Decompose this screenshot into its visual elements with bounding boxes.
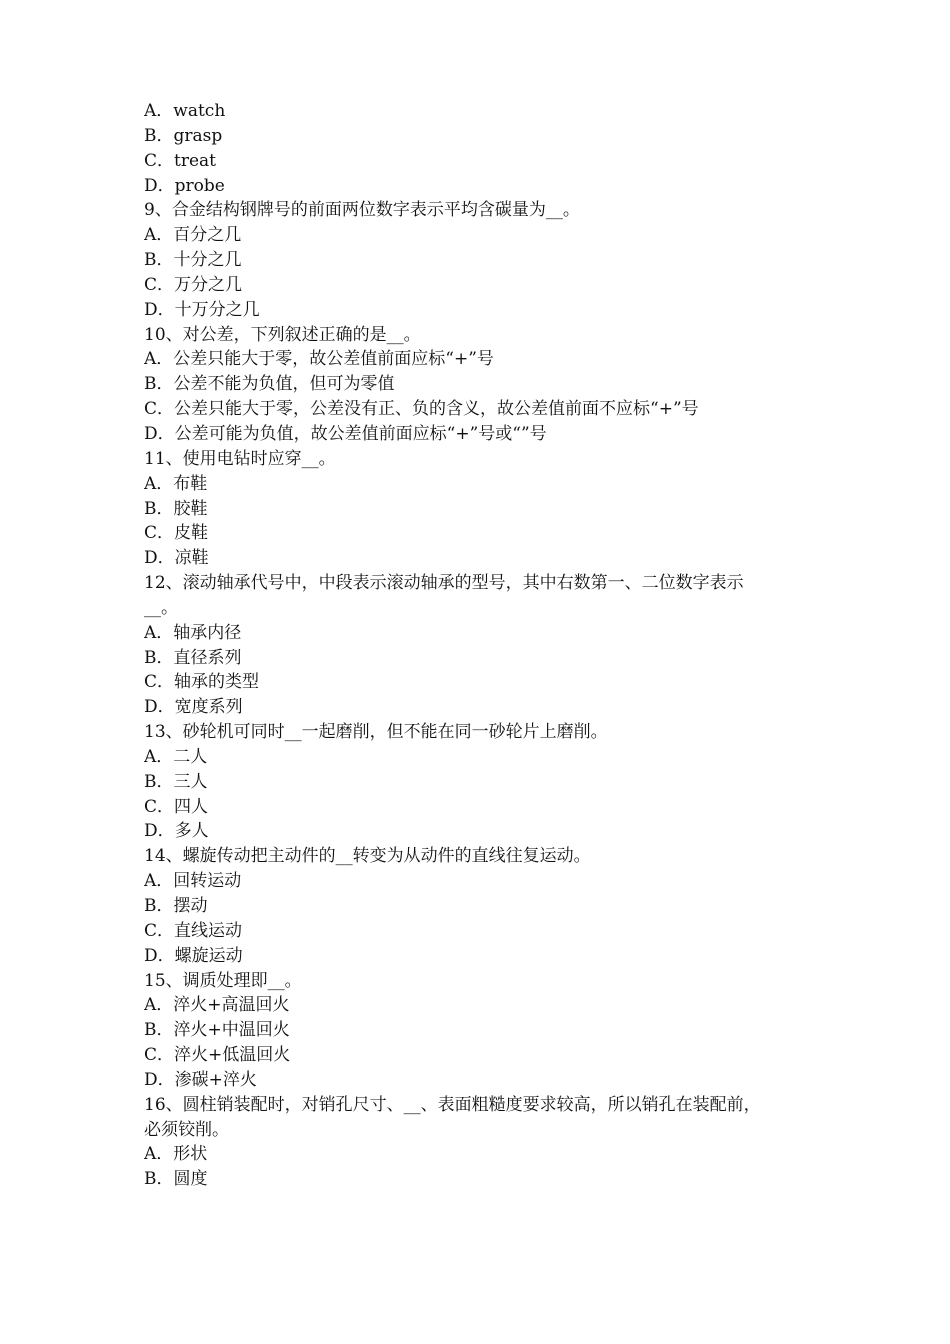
q9-option-d: D．十万分之几 xyxy=(144,299,260,320)
q10-option-c: C．公差只能大于零，公差没有正、负的含义，故公差值前面不应标“+”号 xyxy=(144,399,699,420)
question-12-line-2: __。 xyxy=(144,597,178,618)
q15-option-d: D．渗碳+淬火 xyxy=(144,1069,257,1090)
q9-option-c: C．万分之几 xyxy=(144,274,243,295)
q11-option-a: A．布鞋 xyxy=(144,473,208,494)
q12-option-b: B．直径系列 xyxy=(144,647,242,668)
q12-option-c: C．轴承的类型 xyxy=(144,672,260,693)
q16-option-b: B．圆度 xyxy=(144,1169,208,1190)
q15-option-c: C．淬火+低温回火 xyxy=(144,1045,291,1066)
q11-option-d: D．凉鞋 xyxy=(144,548,209,569)
q10-option-a: A．公差只能大于零，故公差值前面应标“+”号 xyxy=(144,349,494,370)
question-11: 11、使用电钻时应穿__。 xyxy=(144,448,336,469)
q14-option-d: D．螺旋运动 xyxy=(144,945,243,966)
option-c-treat: C．treat xyxy=(144,150,216,171)
q15-option-a: A．淬火+高温回火 xyxy=(144,995,290,1016)
question-list xyxy=(144,99,824,1192)
q10-option-b: B．公差不能为负值，但可为零值 xyxy=(144,374,395,395)
q11-option-c: C．皮鞋 xyxy=(144,523,209,544)
question-15: 15、调质处理即__。 xyxy=(144,970,302,991)
q13-option-b: B．三人 xyxy=(144,771,208,792)
q10-option-d: D．公差可能为负值，故公差值前面应标“+”号或“”号 xyxy=(144,423,547,444)
question-12-line-1: 12、滚动轴承代号中，中段表示滚动轴承的型号，其中右数第一、二位数字表示 xyxy=(144,573,744,594)
q9-option-a: A．百分之几 xyxy=(144,225,242,246)
q11-option-b: B．胶鞋 xyxy=(144,498,208,519)
q13-option-a: A．二人 xyxy=(144,746,208,767)
question-9: 9、合金结构钢牌号的前面两位数字表示平均含碳量为__。 xyxy=(144,200,580,221)
question-16-line-1: 16、圆柱销装配时，对销孔尺寸、__、表面粗糙度要求较高，所以销孔在装配前， xyxy=(144,1094,761,1115)
q14-option-a: A．回转运动 xyxy=(144,871,242,892)
q12-option-a: A．轴承内径 xyxy=(144,622,242,643)
q9-option-b: B．十分之几 xyxy=(144,250,242,271)
q12-option-d: D．宽度系列 xyxy=(144,697,243,718)
q15-option-b: B．淬火+中温回火 xyxy=(144,1020,290,1041)
option-a-watch: A．watch xyxy=(144,101,226,121)
q14-option-c: C．直线运动 xyxy=(144,920,243,941)
q13-option-c: C．四人 xyxy=(144,796,209,817)
q16-option-a: A．形状 xyxy=(144,1144,208,1165)
option-b-grasp: B．grasp xyxy=(144,125,223,146)
q13-option-d: D．多人 xyxy=(144,821,209,842)
option-d-probe: D．probe xyxy=(144,175,225,196)
question-14: 14、螺旋传动把主动件的__转变为从动件的直线往复运动。 xyxy=(144,846,591,867)
q14-option-b: B．摆动 xyxy=(144,896,208,916)
question-10: 10、对公差，下列叙述正确的是__。 xyxy=(144,324,421,345)
question-16-line-2: 必须铰削。 xyxy=(144,1119,229,1140)
question-13: 13、砂轮机可同时__一起磨削，但不能在同一砂轮片上磨削。 xyxy=(144,722,608,743)
